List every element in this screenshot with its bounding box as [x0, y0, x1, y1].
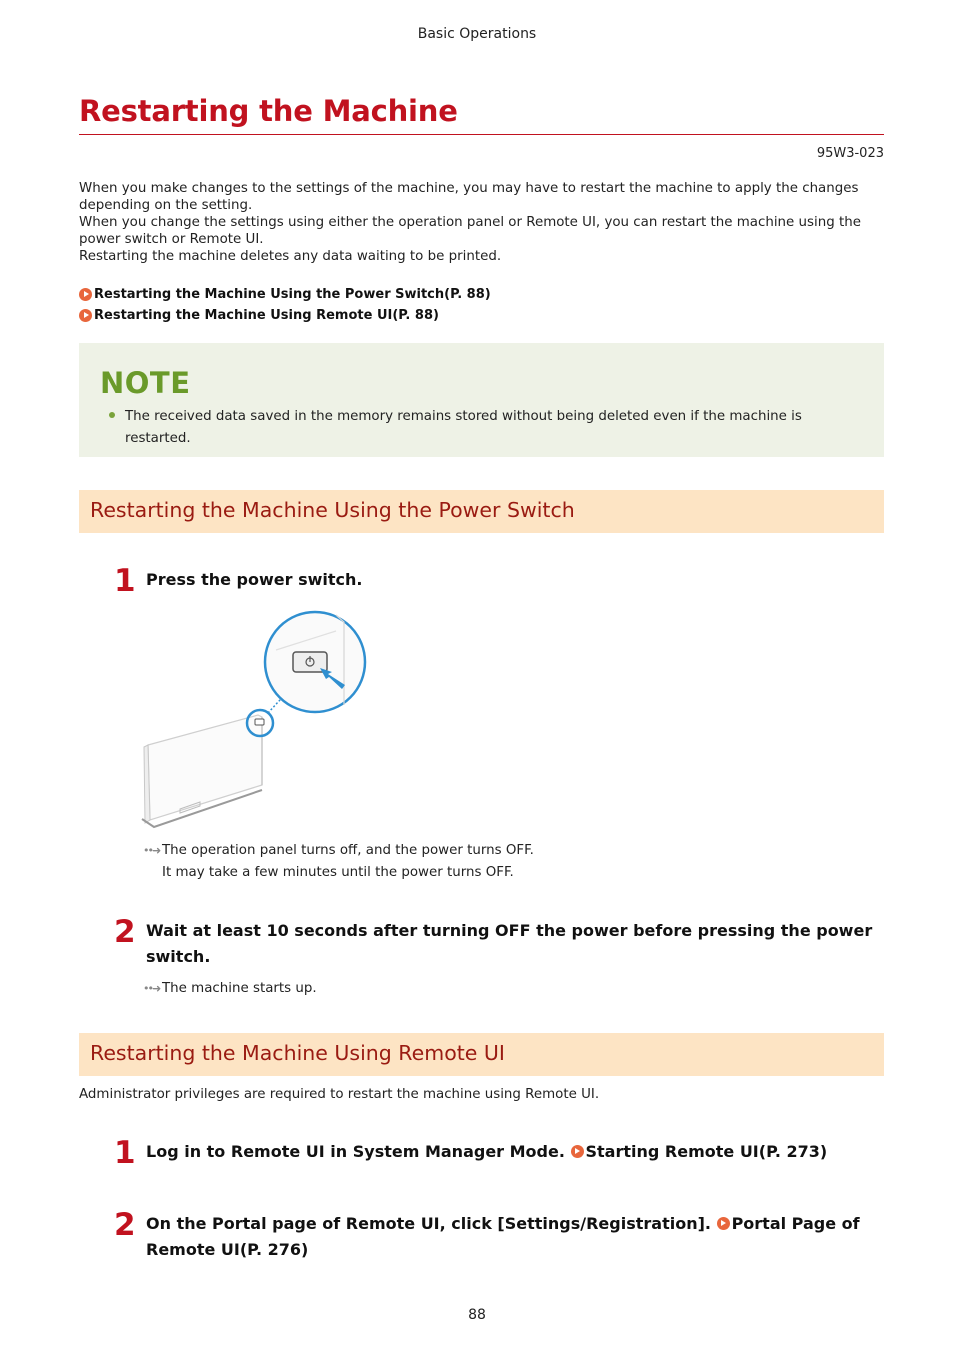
step-number: 1 — [114, 1135, 136, 1171]
step-text-body: Log in to Remote UI in System Manager Mode. — [146, 1142, 571, 1161]
step-text — [146, 1211, 860, 1263]
result-text: The operation panel turns off, and the power turns OFF. — [162, 843, 534, 858]
step-number: 2 — [114, 1207, 136, 1243]
title-divider — [79, 134, 884, 135]
section-header-remote-ui — [79, 1033, 884, 1076]
link-label: Restarting the Machine Using Remote UI(P. 88) — [94, 308, 439, 323]
step-text-body: On the Portal page of Remote UI, click [Settings/Registration]. — [146, 1214, 717, 1233]
step-result — [143, 978, 317, 1000]
document-id: 95W3-023 — [816, 146, 884, 161]
link-remote-ui[interactable] — [79, 308, 439, 323]
intro-text — [79, 180, 884, 265]
link-power-switch[interactable] — [79, 287, 491, 302]
intro-paragraph: When you change the settings using either the operation panel or Remote UI, you can restart the machine using the power switch or Remote UI. — [79, 215, 861, 247]
result-arrow-icon: ••➜ — [143, 982, 160, 995]
link-portal-page-cont[interactable]: Remote UI(P. 276) — [146, 1240, 309, 1259]
step-text — [146, 1139, 827, 1165]
step-number: 1 — [114, 563, 136, 599]
result-arrow-icon: ••➜ — [143, 844, 160, 857]
section-intro: Administrator privileges are required to restart the machine using Remote UI. — [79, 1087, 600, 1102]
intro-paragraph: Restarting the machine deletes any data waiting to be printed. — [79, 249, 502, 264]
page-number: 88 — [468, 1307, 486, 1323]
running-header: Basic Operations — [417, 26, 537, 42]
bullet-icon — [109, 412, 115, 418]
step-text: Press the power switch. — [146, 570, 363, 589]
result-subtext: It may take a few minutes until the power turns OFF. — [162, 865, 514, 880]
intro-paragraph: When you make changes to the settings of the machine, you may have to restart the machine to apply the changes depending on the setting. — [79, 181, 859, 213]
page-title: Restarting the Machine — [79, 94, 458, 128]
step-text-line: Wait at least 10 seconds after turning OFF the power before pressing the power — [146, 921, 873, 940]
section-header-power-switch — [79, 490, 884, 533]
section-title: Restarting the Machine Using the Power Switch — [90, 498, 575, 522]
note-text: The received data saved in the memory remains stored without being deleted even if the machine is restarted. — [125, 409, 802, 446]
result-text: The machine starts up. — [162, 981, 317, 996]
step-text-line: switch. — [146, 947, 211, 966]
step-result — [143, 840, 534, 884]
link-arrow-icon — [717, 1217, 730, 1230]
link-label: Restarting the Machine Using the Power Switch(P. 88) — [94, 287, 491, 302]
link-arrow-icon — [79, 288, 92, 301]
step-number: 2 — [114, 914, 136, 950]
step-text — [146, 918, 872, 970]
section-title: Restarting the Machine Using Remote UI — [90, 1041, 505, 1065]
note-heading: NOTE — [100, 366, 191, 400]
machine-body — [148, 715, 262, 820]
link-arrow-icon — [571, 1145, 584, 1158]
power-switch-illustration — [140, 605, 372, 831]
link-arrow-icon — [79, 309, 92, 322]
link-portal-page[interactable]: Portal Page of — [731, 1214, 860, 1233]
link-starting-remote-ui[interactable]: Starting Remote UI(P. 273) — [585, 1142, 828, 1161]
